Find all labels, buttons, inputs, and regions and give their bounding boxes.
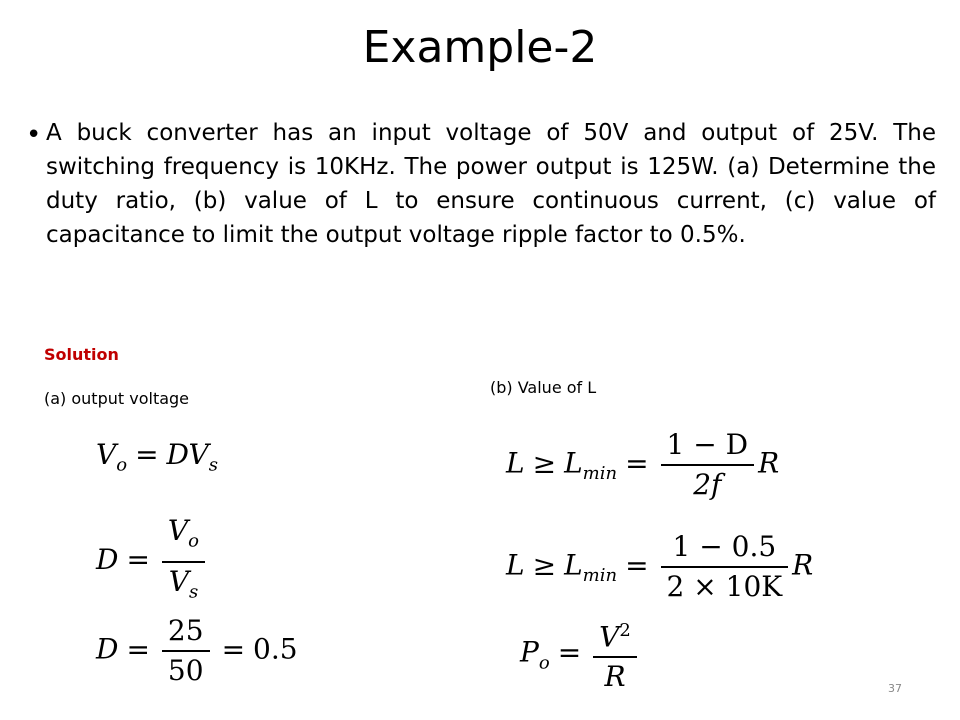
eq3-fraction <box>162 614 210 688</box>
eq5-tail: R <box>792 548 814 582</box>
eq2-lhs: D <box>96 543 119 577</box>
eq2-op: = <box>126 543 150 577</box>
eq6-lhs-sub: o <box>538 652 550 674</box>
problem-statement: A buck converter has an input voltage of 50V and output of 25V. The switching frequency is 10KHz. The power output is 125W. (a) Determine the duty ratio, (b) value of L to ensure continuous current, (c) value of capacitance to limit the output voltage ripple factor to 0.5%. <box>46 120 936 248</box>
eq3-result: 0.5 <box>253 632 298 666</box>
eq4-fraction <box>661 428 755 502</box>
eq1-lhs: V <box>96 438 117 471</box>
eq6-den: R <box>604 660 626 694</box>
eq3-op: = <box>126 632 150 666</box>
eq6-lhs: P <box>520 635 539 669</box>
eq5-fraction <box>661 530 789 604</box>
eq3-lhs: D <box>96 632 119 666</box>
eq5-lhs: L <box>506 548 525 582</box>
eq3-den: 50 <box>167 654 204 687</box>
eq3-op2: = <box>221 632 246 666</box>
eq6-fraction <box>593 614 637 694</box>
eq4-lmin: L <box>564 446 583 480</box>
eq1-op: = <box>135 438 159 471</box>
eq2-den: V <box>168 564 189 598</box>
solution-heading: Solution <box>44 345 119 364</box>
eq4-den: 2f <box>693 468 722 501</box>
eq1-lhs-sub: o <box>116 454 128 476</box>
part-a-label: (a) output voltage <box>44 389 190 408</box>
equation-duty-ratio-value <box>96 614 298 688</box>
eq2-num: V <box>167 514 189 547</box>
equation-min-inductance-value <box>506 530 813 604</box>
eq5-num: 1 − 0.5 <box>661 530 789 568</box>
eq5-lmin: L <box>564 548 583 582</box>
equation-duty-ratio <box>96 514 209 609</box>
eq5-ge: ≥ <box>532 548 557 582</box>
eq5-den: 2 × 10K <box>666 570 783 603</box>
equation-output-power <box>520 614 641 694</box>
eq4-op: = <box>625 446 649 480</box>
eq4-lhs: L <box>506 446 525 480</box>
eq4-ge: ≥ <box>532 446 557 480</box>
eq6-num-sup: 2 <box>619 620 631 641</box>
eq1-rhs-sub: s <box>208 454 218 476</box>
eq5-op: = <box>625 548 649 582</box>
equation-output-voltage <box>96 438 218 476</box>
bullet-point: • <box>26 120 42 150</box>
eq2-den-sub: s <box>188 581 199 603</box>
part-b-label: (b) Value of L <box>490 378 597 397</box>
eq4-tail: R <box>758 446 780 480</box>
eq6-num: V <box>599 620 620 654</box>
eq6-op: = <box>557 635 582 669</box>
eq2-num-sub: o <box>188 530 199 552</box>
eq1-rhs: DV <box>166 438 209 471</box>
eq5-lmin-sub: min <box>582 565 618 587</box>
eq4-num: 1 − D <box>661 428 755 466</box>
equation-min-inductance <box>506 428 779 502</box>
eq3-num: 25 <box>162 614 210 652</box>
page-number: 37 <box>888 682 902 695</box>
eq2-fraction <box>162 514 205 609</box>
eq4-lmin-sub: min <box>582 463 618 485</box>
slide-title: Example-2 <box>362 22 598 73</box>
